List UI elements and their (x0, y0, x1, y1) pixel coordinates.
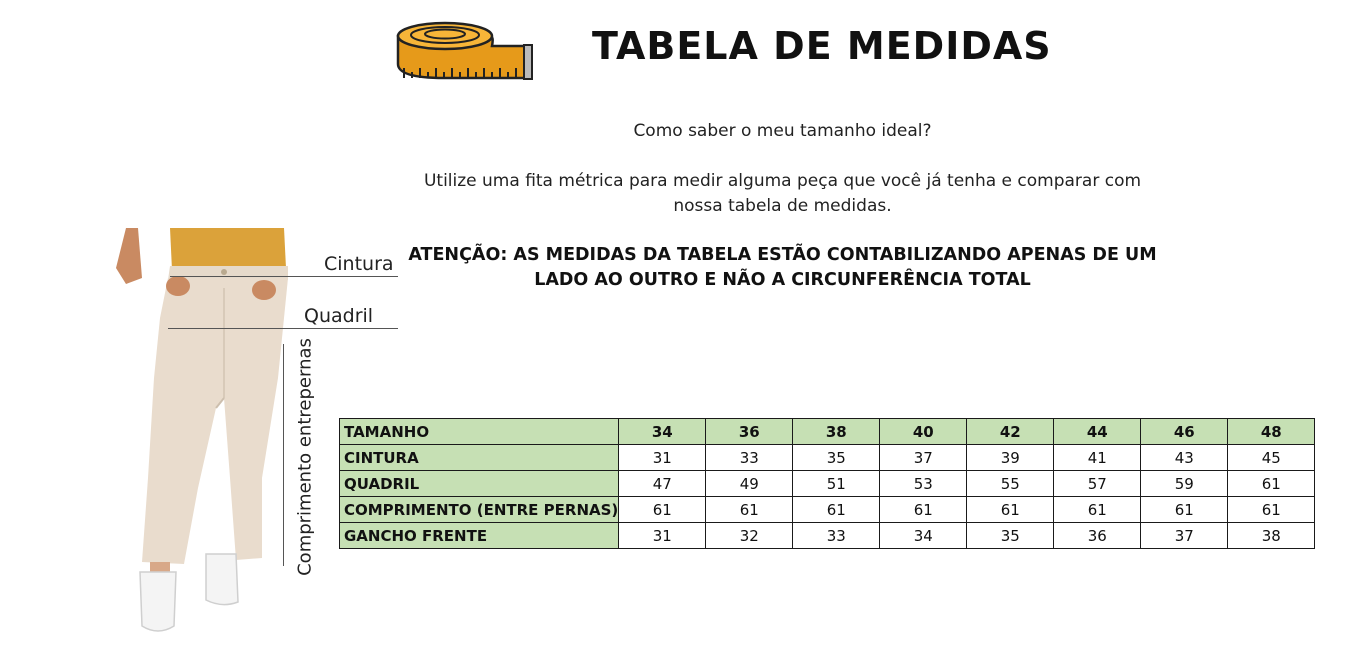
measure-cell: 51 (793, 471, 880, 497)
measure-cell: 41 (1054, 445, 1141, 471)
measure-cell: 49 (706, 471, 793, 497)
waist-label: Cintura (324, 253, 394, 275)
warning-line-2: LADO AO OUTRO E NÃO A CIRCUNFERÊNCIA TOTAL (534, 270, 1031, 290)
row-label: TAMANHO (340, 419, 619, 445)
waist-line (170, 276, 398, 277)
inseam-line (283, 344, 284, 566)
size-question: Como saber o meu tamanho ideal? (633, 121, 932, 141)
instructions-line-1: Utilize uma fita métrica para medir alguma peça que você já tenha e comparar com (423, 171, 1142, 191)
measure-cell: 55 (967, 471, 1054, 497)
measure-cell: 53 (880, 471, 967, 497)
table-row (340, 523, 1315, 549)
row-label: GANCHO FRENTE (340, 523, 619, 549)
measure-cell: 61 (1228, 471, 1315, 497)
measure-cell: 34 (880, 523, 967, 549)
size-header-cell: 40 (880, 419, 967, 445)
measure-cell: 35 (793, 445, 880, 471)
measure-cell: 61 (619, 497, 706, 523)
size-header-cell: 38 (793, 419, 880, 445)
instructions-line-2: nossa tabela de medidas. (673, 196, 892, 216)
measure-cell: 57 (1054, 471, 1141, 497)
measure-cell: 43 (1141, 445, 1228, 471)
row-label: CINTURA (340, 445, 619, 471)
size-header-cell: 42 (967, 419, 1054, 445)
measure-cell: 61 (880, 497, 967, 523)
size-header-cell: 36 (706, 419, 793, 445)
measure-cell: 38 (1228, 523, 1315, 549)
measure-cell: 45 (1228, 445, 1315, 471)
measure-cell: 35 (967, 523, 1054, 549)
measure-cell: 37 (1141, 523, 1228, 549)
instructions (400, 169, 1165, 219)
measure-cell: 36 (1054, 523, 1141, 549)
size-header-cell: 44 (1054, 419, 1141, 445)
model-photo (112, 228, 292, 638)
table-row (340, 471, 1315, 497)
measure-cell: 37 (880, 445, 967, 471)
measure-cell: 31 (619, 445, 706, 471)
row-label: QUADRIL (340, 471, 619, 497)
measure-cell: 61 (706, 497, 793, 523)
size-header-cell: 46 (1141, 419, 1228, 445)
measure-cell: 33 (706, 445, 793, 471)
warning-line-1: ATENÇÃO: AS MEDIDAS DA TABELA ESTÃO CONTABILIZANDO APENAS DE UM (408, 245, 1157, 265)
measure-cell: 47 (619, 471, 706, 497)
row-label: COMPRIMENTO (ENTRE PERNAS) (340, 497, 619, 523)
measure-cell: 32 (706, 523, 793, 549)
size-header-cell: 48 (1228, 419, 1315, 445)
size-table (339, 418, 1315, 549)
measure-cell: 61 (1054, 497, 1141, 523)
table-header-row (340, 419, 1315, 445)
hip-line (168, 328, 398, 329)
size-header-cell: 34 (619, 419, 706, 445)
warning (400, 243, 1165, 293)
page-title: TABELA DE MEDIDAS (592, 24, 1052, 68)
measure-cell: 39 (967, 445, 1054, 471)
table-row (340, 497, 1315, 523)
hip-label: Quadril (304, 305, 374, 327)
measure-cell: 31 (619, 523, 706, 549)
measure-cell: 59 (1141, 471, 1228, 497)
measuring-tape-icon (396, 16, 536, 86)
table-row (340, 445, 1315, 471)
measure-cell: 33 (793, 523, 880, 549)
measure-cell: 61 (793, 497, 880, 523)
measure-cell: 61 (1141, 497, 1228, 523)
measure-cell: 61 (1228, 497, 1315, 523)
inseam-label: Comprimento entrepernas (294, 338, 316, 576)
measure-cell: 61 (967, 497, 1054, 523)
